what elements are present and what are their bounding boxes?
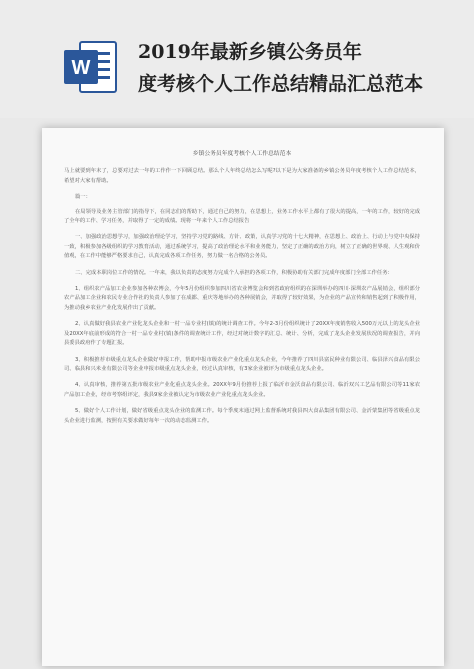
document-page <box>42 128 444 666</box>
word-icon <box>62 38 118 96</box>
paragraph: 二、完成本职岗位工作的情况。一年来，我以负责的态度努力完成个人承担的各项工作，积极协助有关部门完成年度部门全部工作任务： <box>75 269 393 276</box>
paragraph: 2、认真做好我县农业产业化龙头企业和一村一品专业村(镇)的统计调查工作。今年2-3月份组织统计了20XX年度销售收入500万元以上的龙头企业及20XX年底前形成的符合一村一品专业村(镇)条件的调查统计工作，经过对统计数字的汇总、统计、分析，完成了龙头企业发展状况的调查报告，并向县委县政府作了专题汇报。 <box>64 321 420 347</box>
document-title-banner <box>138 36 468 100</box>
svg-text:W: W <box>71 57 91 79</box>
paragraph: 在局领导及业务主管部门的指导下，在同志们的帮助下，通过自己的努力，在思想上，业务工作水平上都有了很大的提高，一年的工作，较好的完成了全年的工作、学习任务，并取得了一定的成绩。现将一年来个人工作总结报告 <box>64 208 420 225</box>
title-line-1: 2019年最新乡镇公务员年 <box>138 41 362 63</box>
paragraph: 5、做好个人工作计划，做好省级重点龙头企业的监测工作。每个季度末通过网上监督系统对我县四大食品集团有限公司、金沂蒙集团等省级重点龙头企业进行监测，按照有关要求做好每年一次的动态监测工作。 <box>64 408 420 424</box>
page-header <box>0 0 474 118</box>
section-label: 篇一： <box>75 194 91 201</box>
title-line-2: 度考核个人工作总结精品汇总范本 <box>138 73 424 95</box>
paragraph: 4、认真审核，推荐第五批市级农业产业化重点龙头企业。20XX年9月份推荐上报了临沂市金沃食品有限公司、临沂双兴工艺品有限公司等11家农产品加工企业，经市考察组评定，我县9家企业被认定为市级农业产业化重点龙头企业。 <box>64 382 420 398</box>
paragraph: 一、加强政治思想学习，加强政治理论学习，坚持学习党的路线、方针、政策，认真学习党的十七大精神，在思想上、政治上、行动上与党中央保持一致，积极参加各级组织的学习教育活动，通过系统学习，提高了政治理论水平和业务能力，坚定了正确的政治方向，树立了正确的世界观、人生观和价值观，在工作中能够严格要求自己，认真完成各项工作任务，努力做一名合格的公务员。 <box>64 234 420 260</box>
document-body <box>64 150 420 433</box>
paragraph: 3、积极推荐市级重点龙头企业做好申报工作，帮助申报市级农业产业化重点龙头企业，今年推荐了四川县富民种业有限公司、临县泽兴食品有限公司、临县和兴米业有限公司等企业申报市级重点龙头企业，经过认真审核，有3家企业被评为市级重点龙头企业。 <box>64 356 420 372</box>
intro-paragraph: 马上就要到年末了，总要对过去一年的工作作一下回顾总结。那么个人年终总结怎么写呢?以下是为大家准备的乡镇公务员年度考核个人工作总结范本，希望对大家有帮助。 <box>64 168 420 184</box>
document-heading: 乡镇公务员年度考核个人工作总结范本 <box>192 151 292 157</box>
paragraph: 1、组织农产品加工企业参加各种农博会，今年5月份组织参加四川省农业博览会和到省政府组织的在深圳举办的四川·深圳农产品展销会，组织部分农产品加工企业和农民专业合作社的负责人参加了在成都、重庆等地举办的各种展销会，并取得了较好效果，为企业的产品宣传和销售起到了积极作用，为推动我乡农业产业化发展作出了贡献。 <box>64 286 420 311</box>
